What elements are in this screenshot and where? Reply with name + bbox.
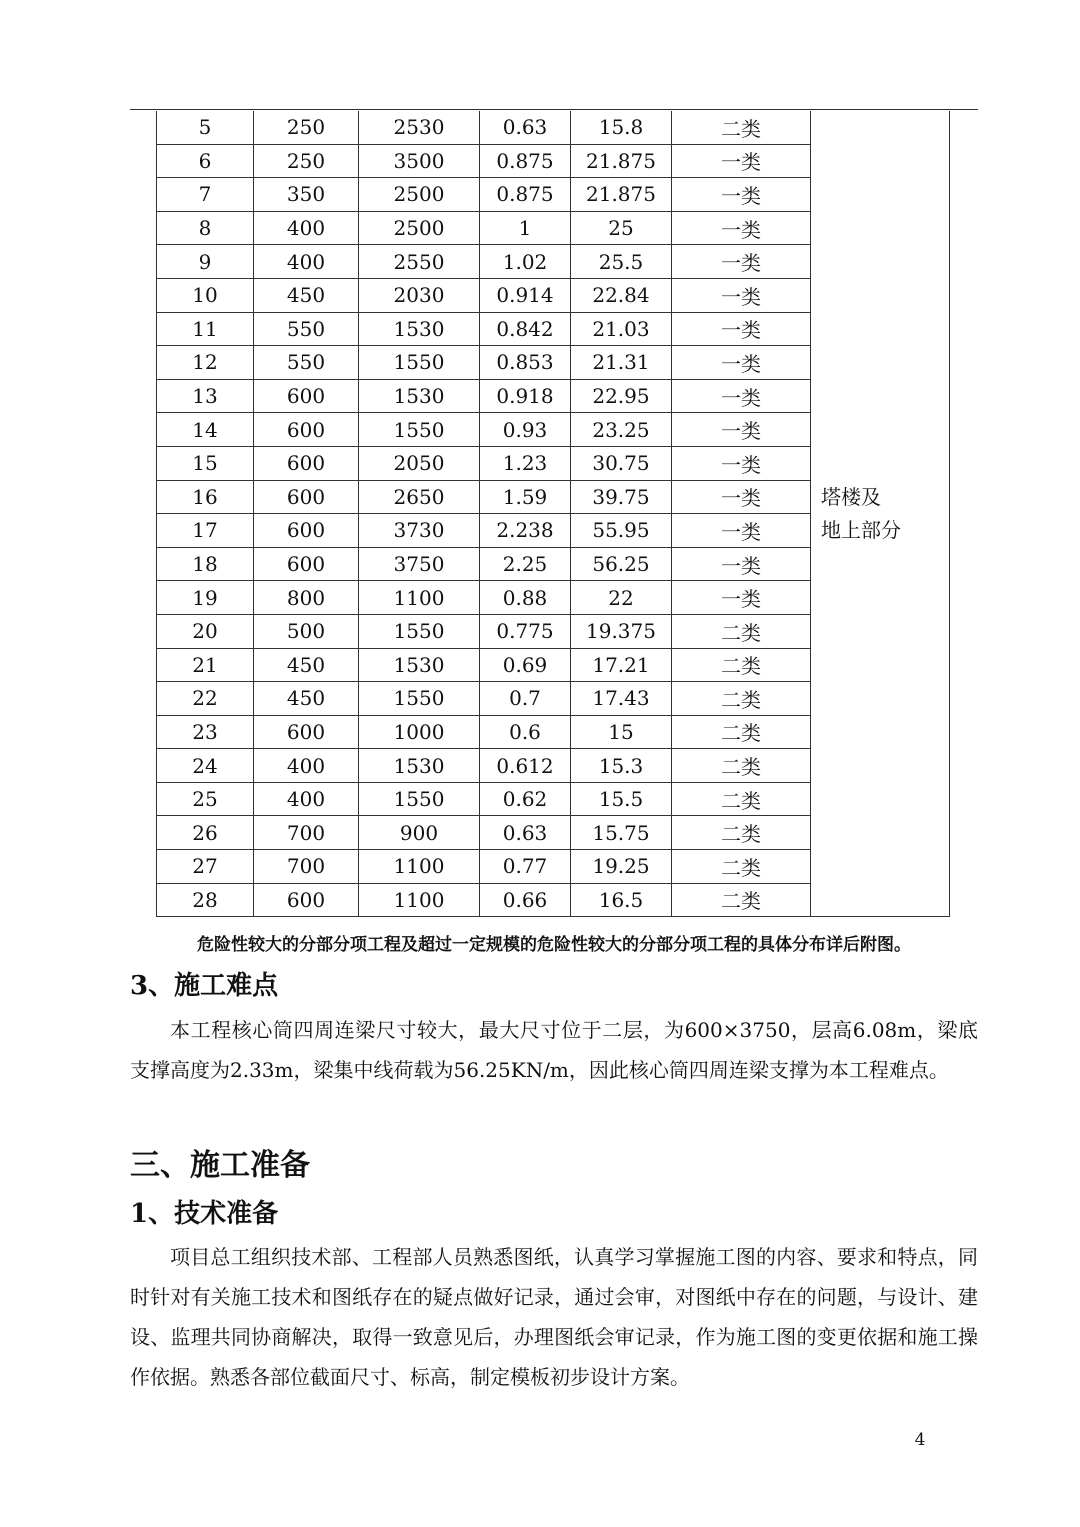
cell-height: 1530: [359, 749, 480, 783]
cell-line-load: 22.84: [571, 278, 672, 312]
cell-area: 0.875: [480, 178, 571, 212]
cell-category: 二类: [672, 614, 811, 648]
cell-line-load: 39.75: [571, 480, 672, 514]
cell-height: 3500: [359, 144, 480, 178]
cell-line-load: 15.5: [571, 782, 672, 816]
cell-area: 0.63: [480, 111, 571, 144]
cell-line-load: 15.3: [571, 749, 672, 783]
cell-line-load: 16.5: [571, 883, 672, 917]
cell-area: 1.02: [480, 245, 571, 279]
cell-height: 1550: [359, 413, 480, 447]
cell-area: 0.612: [480, 749, 571, 783]
cell-line-load: 23.25: [571, 413, 672, 447]
cell-category: 二类: [672, 749, 811, 783]
cell-width: 600: [254, 413, 359, 447]
cell-row-index: 18: [157, 547, 254, 581]
cell-line-load: 25: [571, 211, 672, 245]
cell-area: 0.7: [480, 682, 571, 716]
cell-line-load: 30.75: [571, 446, 672, 480]
cell-width: 700: [254, 816, 359, 850]
cell-line-load: 22: [571, 581, 672, 615]
cell-width: 600: [254, 547, 359, 581]
cell-area: 0.63: [480, 816, 571, 850]
cell-width: 350: [254, 178, 359, 212]
cell-height: 1550: [359, 614, 480, 648]
table-row: [157, 111, 950, 144]
cell-width: 450: [254, 278, 359, 312]
cell-row-index: 21: [157, 648, 254, 682]
cell-line-load: 25.5: [571, 245, 672, 279]
cell-width: 550: [254, 346, 359, 380]
cell-category: 二类: [672, 715, 811, 749]
cell-category: 一类: [672, 446, 811, 480]
cell-height: 1550: [359, 346, 480, 380]
cell-width: 700: [254, 850, 359, 884]
cell-category: 一类: [672, 245, 811, 279]
cell-height: 1530: [359, 648, 480, 682]
section-1-heading: 1、技术准备: [130, 1199, 279, 1229]
cell-area: 0.88: [480, 581, 571, 615]
cell-category: 二类: [672, 682, 811, 716]
cell-width: 400: [254, 211, 359, 245]
cell-height: 2500: [359, 211, 480, 245]
cell-area: 0.93: [480, 413, 571, 447]
merged-location-cell: [811, 111, 950, 917]
cell-category: 一类: [672, 178, 811, 212]
cell-category: 一类: [672, 547, 811, 581]
cell-area: 1: [480, 211, 571, 245]
cell-category: 一类: [672, 312, 811, 346]
cell-category: 二类: [672, 816, 811, 850]
section-1-paragraph: 项目总工组织技术部、工程部人员熟悉图纸，认真学习掌握施工图的内容、要求和特点，同时针对有关施工技术和图纸存在的疑点做好记录，通过会审，对图纸中存在的问题，与设计、建设、监理共同协商解决，取得一致意见后，办理图纸会审记录，作为施工图的变更依据和施工操作依据。熟悉各部位截面尺寸、标高，制定模板初步设计方案。: [130, 1245, 978, 1389]
table-note: 危险性较大的分部分项工程及超过一定规模的危险性较大的分部分项工程的具体分布详后附图。: [197, 935, 911, 955]
cell-height: 1100: [359, 581, 480, 615]
cell-area: 0.853: [480, 346, 571, 380]
cell-row-index: 24: [157, 749, 254, 783]
cell-height: 900: [359, 816, 480, 850]
cell-line-load: 19.375: [571, 614, 672, 648]
cell-category: 二类: [672, 648, 811, 682]
cell-line-load: 21.03: [571, 312, 672, 346]
cell-category: 一类: [672, 379, 811, 413]
cell-row-index: 13: [157, 379, 254, 413]
cell-width: 600: [254, 379, 359, 413]
cell-row-index: 22: [157, 682, 254, 716]
cell-category: 一类: [672, 346, 811, 380]
cell-area: 0.775: [480, 614, 571, 648]
cell-width: 400: [254, 749, 359, 783]
cell-line-load: 15.8: [571, 111, 672, 144]
cell-category: 一类: [672, 480, 811, 514]
cell-width: 250: [254, 144, 359, 178]
cell-height: 1100: [359, 850, 480, 884]
cell-row-index: 16: [157, 480, 254, 514]
cell-height: 1100: [359, 883, 480, 917]
cell-width: 500: [254, 614, 359, 648]
cell-line-load: 17.43: [571, 682, 672, 716]
cell-line-load: 15.75: [571, 816, 672, 850]
chapter-3-heading: 三、施工准备: [130, 1148, 310, 1183]
cell-row-index: 20: [157, 614, 254, 648]
cell-width: 400: [254, 245, 359, 279]
cell-row-index: 26: [157, 816, 254, 850]
cell-area: 0.6: [480, 715, 571, 749]
cell-row-index: 25: [157, 782, 254, 816]
cell-line-load: 22.95: [571, 379, 672, 413]
cell-width: 400: [254, 782, 359, 816]
cell-line-load: 21.875: [571, 178, 672, 212]
cell-row-index: 6: [157, 144, 254, 178]
cell-category: 二类: [672, 111, 811, 144]
cell-width: 250: [254, 111, 359, 144]
cell-line-load: 17.21: [571, 648, 672, 682]
cell-category: 一类: [672, 278, 811, 312]
cell-area: 0.62: [480, 782, 571, 816]
cell-row-index: 12: [157, 346, 254, 380]
cell-area: 0.66: [480, 883, 571, 917]
cell-width: 600: [254, 480, 359, 514]
section-3-heading: 3、施工难点: [130, 971, 279, 1001]
cell-category: 二类: [672, 883, 811, 917]
cell-row-index: 28: [157, 883, 254, 917]
cell-height: 2550: [359, 245, 480, 279]
cell-row-index: 10: [157, 278, 254, 312]
cell-category: 二类: [672, 782, 811, 816]
cell-height: 1000: [359, 715, 480, 749]
cell-line-load: 15: [571, 715, 672, 749]
cell-row-index: 11: [157, 312, 254, 346]
page-number: 4: [914, 1430, 926, 1450]
cell-line-load: 56.25: [571, 547, 672, 581]
cell-line-load: 19.25: [571, 850, 672, 884]
cell-area: 2.238: [480, 514, 571, 548]
cell-area: 0.914: [480, 278, 571, 312]
beam-data-table: [156, 111, 950, 917]
cell-area: 0.77: [480, 850, 571, 884]
header-rule: [130, 109, 978, 110]
cell-line-load: 21.875: [571, 144, 672, 178]
cell-row-index: 5: [157, 111, 254, 144]
cell-line-load: 21.31: [571, 346, 672, 380]
merged-location-label: 塔楼及 地上部分: [821, 484, 901, 542]
cell-height: 1550: [359, 682, 480, 716]
cell-area: 0.875: [480, 144, 571, 178]
cell-row-index: 23: [157, 715, 254, 749]
cell-height: 1550: [359, 782, 480, 816]
cell-category: 二类: [672, 850, 811, 884]
cell-row-index: 9: [157, 245, 254, 279]
cell-width: 450: [254, 648, 359, 682]
cell-row-index: 19: [157, 581, 254, 615]
cell-category: 一类: [672, 413, 811, 447]
cell-area: 2.25: [480, 547, 571, 581]
cell-width: 800: [254, 581, 359, 615]
cell-line-load: 55.95: [571, 514, 672, 548]
cell-height: 3730: [359, 514, 480, 548]
cell-row-index: 8: [157, 211, 254, 245]
cell-height: 2500: [359, 178, 480, 212]
cell-width: 600: [254, 514, 359, 548]
cell-height: 2530: [359, 111, 480, 144]
cell-row-index: 27: [157, 850, 254, 884]
cell-width: 600: [254, 715, 359, 749]
cell-height: 2650: [359, 480, 480, 514]
cell-area: 0.842: [480, 312, 571, 346]
cell-width: 450: [254, 682, 359, 716]
cell-height: 1530: [359, 379, 480, 413]
cell-height: 3750: [359, 547, 480, 581]
cell-category: 一类: [672, 211, 811, 245]
cell-area: 0.69: [480, 648, 571, 682]
cell-row-index: 17: [157, 514, 254, 548]
section-3-paragraph: 本工程核心筒四周连梁尺寸较大，最大尺寸位于二层，为600×3750，层高6.08m，梁底支撑高度为2.33m，梁集中线荷载为56.25KN/m，因此核心筒四周连梁支撑为本工程难点。: [130, 1018, 978, 1082]
cell-height: 1530: [359, 312, 480, 346]
cell-width: 600: [254, 446, 359, 480]
cell-category: 一类: [672, 581, 811, 615]
cell-row-index: 15: [157, 446, 254, 480]
cell-height: 2030: [359, 278, 480, 312]
cell-area: 1.59: [480, 480, 571, 514]
cell-row-index: 7: [157, 178, 254, 212]
cell-height: 2050: [359, 446, 480, 480]
cell-area: 1.23: [480, 446, 571, 480]
cell-area: 0.918: [480, 379, 571, 413]
cell-width: 550: [254, 312, 359, 346]
cell-row-index: 14: [157, 413, 254, 447]
cell-width: 600: [254, 883, 359, 917]
cell-category: 一类: [672, 514, 811, 548]
cell-category: 一类: [672, 144, 811, 178]
